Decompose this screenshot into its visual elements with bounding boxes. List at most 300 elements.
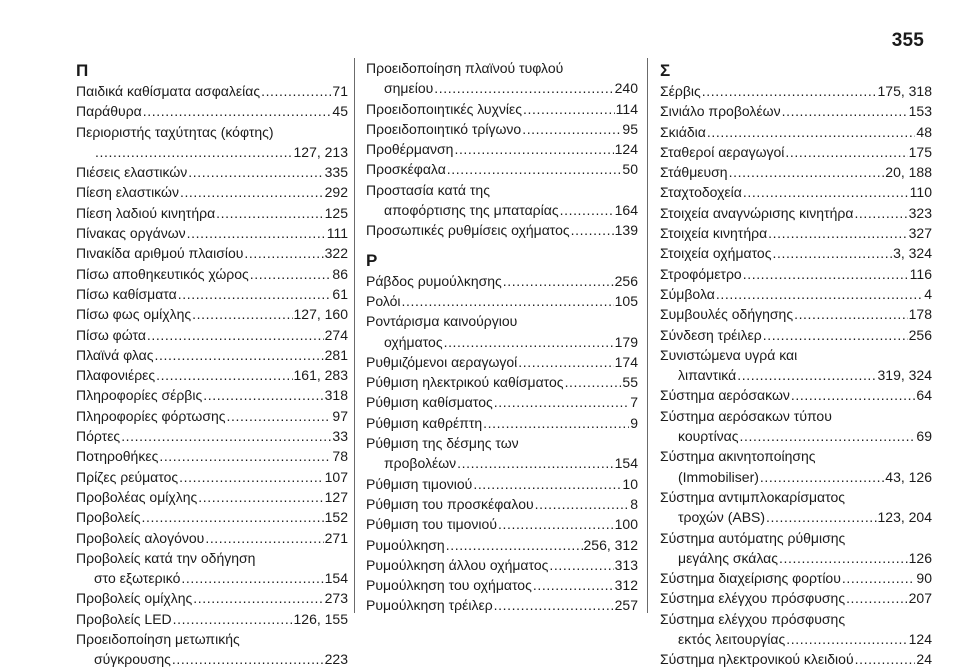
- index-term: Στροφόμετρο: [660, 265, 742, 282]
- dot-leader: [523, 99, 615, 119]
- dot-leader: [785, 142, 907, 162]
- index-term: Πίνακας οργάνων: [76, 225, 186, 242]
- index-term: Ρύθμιση τιμονιού: [366, 475, 473, 492]
- page-reference: 43, 126: [885, 468, 932, 485]
- dot-leader: [434, 78, 613, 98]
- index-term: Σύνδεση τρέιλερ: [660, 326, 762, 343]
- index-entry: [76, 162, 348, 182]
- section-gap: [366, 241, 638, 248]
- dot-leader: [454, 139, 613, 159]
- index-term: Σύστημα ελέγχου πρόσφυσης: [660, 590, 846, 607]
- index-entry: [660, 304, 932, 324]
- page-reference: 312: [614, 577, 638, 594]
- page-reference: 281: [324, 346, 348, 363]
- index-entry: [366, 119, 638, 139]
- page-reference: 48: [916, 123, 932, 140]
- page-reference: 164: [614, 202, 638, 219]
- index-term: Προθέρμανση: [366, 141, 454, 158]
- index-entry: [660, 223, 932, 243]
- dot-leader: [737, 365, 876, 385]
- index-entry: [76, 264, 348, 284]
- page-number: 355: [891, 30, 924, 51]
- page-reference: 61: [332, 285, 348, 302]
- index-term: Πλαϊνά φλας: [76, 346, 154, 363]
- page-reference: 86: [332, 265, 348, 282]
- page-reference: 45: [332, 103, 348, 120]
- index-term: Ρολόι: [366, 292, 401, 309]
- dot-leader: [159, 446, 331, 466]
- dot-leader: [716, 284, 923, 304]
- dot-leader: [855, 649, 916, 669]
- index-term: Πίσω φως ομίχλης: [76, 306, 192, 323]
- page-reference: 154: [324, 570, 348, 587]
- dot-leader: [143, 101, 332, 121]
- index-term: Προσκέφαλα: [366, 161, 446, 178]
- index-entry: [76, 101, 348, 121]
- index-entry: [366, 220, 638, 240]
- index-entry: [366, 392, 638, 412]
- page-reference: 124: [614, 141, 638, 158]
- index-entry: [76, 345, 348, 365]
- index-entry: [660, 284, 932, 304]
- index-term: Ράβδος ρυμούλκησης: [366, 272, 502, 289]
- dot-leader: [498, 514, 614, 534]
- page-reference: 124: [908, 631, 932, 648]
- dot-leader: [172, 649, 324, 669]
- dot-leader: [791, 385, 916, 405]
- index-term: Πρίζες ρεύματος: [76, 468, 179, 485]
- page-reference: 174: [614, 353, 638, 370]
- index-term: Πινακίδα αριθμού πλαισίου: [76, 245, 244, 262]
- dot-leader: [473, 474, 621, 494]
- index-entry: [660, 649, 932, 669]
- index-term: Πίεση ελαστικών: [76, 184, 179, 201]
- index-term: Προσωπικές ρυθμίσεις οχήματος: [366, 222, 570, 239]
- dot-leader: [188, 162, 323, 182]
- page-reference: 318: [324, 387, 348, 404]
- column-divider: [354, 58, 355, 613]
- page-reference: 207: [908, 590, 932, 607]
- page-reference: 20, 188: [885, 164, 932, 181]
- index-entry: [366, 514, 638, 534]
- dot-leader: [483, 413, 629, 433]
- dot-leader: [571, 220, 614, 240]
- index-term-continuation: μεγάλης σκάλας: [678, 549, 779, 566]
- page-reference: 292: [324, 184, 348, 201]
- page-reference: 175: [908, 143, 932, 160]
- index-columns: [0, 58, 960, 668]
- page-reference: 107: [324, 468, 348, 485]
- page-reference: 24: [916, 651, 932, 668]
- index-term: Ρύθμιση καθρέπτη: [366, 414, 483, 431]
- page-reference: 123, 204: [877, 509, 932, 526]
- dot-leader: [179, 467, 324, 487]
- page-reference: 256, 312: [583, 536, 638, 553]
- page-reference: 116: [909, 265, 932, 282]
- index-term: Σταθεροί αεραγωγοί: [660, 143, 785, 160]
- dot-leader: [743, 264, 909, 284]
- index-term: Παράθυρα: [76, 103, 142, 120]
- page-reference: 179: [614, 333, 638, 350]
- index-term: Πλαφονιέρες: [76, 367, 156, 384]
- page-reference: 223: [324, 651, 348, 668]
- index-term: Σύστημα αντιμπλοκαρίσματος: [660, 488, 846, 505]
- page-reference: 3, 324: [893, 245, 932, 262]
- index-entry: [76, 406, 348, 426]
- index-term: Συμβουλές οδήγησης: [660, 306, 794, 323]
- index-term: Πίσω αποθηκευτικός χώρος: [76, 265, 249, 282]
- index-entry: [660, 142, 932, 162]
- index-term: Στάθμευση: [660, 164, 728, 181]
- index-term: Προειδοποίηση μετωπικής: [76, 631, 240, 648]
- dot-leader: [181, 568, 323, 588]
- index-entry: [660, 385, 932, 405]
- index-term-continuation: αποφόρτισης της μπαταρίας: [384, 202, 559, 219]
- page-reference: 175, 318: [877, 83, 932, 99]
- index-entry: [660, 243, 932, 263]
- index-term: Ρύθμιση καθίσματος: [366, 394, 493, 411]
- page-reference: 161, 283: [293, 367, 348, 384]
- dot-leader: [261, 81, 331, 101]
- page-reference: 105: [614, 292, 638, 309]
- index-entry: [76, 365, 348, 385]
- index-entry: [366, 494, 638, 514]
- page-reference: 273: [324, 590, 348, 607]
- dot-leader: [503, 271, 614, 291]
- index-term: Συνιστώμενα υγρά και: [660, 346, 798, 363]
- index-column-1: [76, 58, 348, 670]
- index-entry: [660, 182, 932, 202]
- index-entry: [76, 629, 348, 670]
- page-reference: 100: [614, 516, 638, 533]
- page-reference: 114: [615, 100, 638, 117]
- index-entry: [366, 180, 638, 221]
- dot-leader: [763, 325, 908, 345]
- page-reference: 64: [916, 387, 932, 404]
- index-term: Ρυμούλκηση τρέιλερ: [366, 597, 493, 614]
- page-reference: 9: [630, 414, 638, 431]
- index-entry: [660, 487, 932, 528]
- index-term: Προβολέας ομίχλης: [76, 488, 198, 505]
- index-entry: [76, 122, 348, 163]
- index-entry: [366, 99, 638, 119]
- index-entry: [366, 311, 638, 352]
- page-reference: 313: [614, 556, 638, 573]
- index-entry: [660, 588, 932, 608]
- dot-leader: [457, 453, 613, 473]
- index-entry: [76, 325, 348, 345]
- dot-leader: [250, 264, 332, 284]
- index-term: Σύστημα αερόσακων: [660, 387, 790, 404]
- index-entry: [366, 271, 638, 291]
- dot-leader: [142, 507, 324, 527]
- page-reference: 319, 324: [877, 367, 932, 384]
- index-term: Σύστημα ακινητοποίησης: [660, 448, 816, 465]
- index-term: Σταχτοδοχεία: [660, 184, 742, 201]
- dot-leader: [192, 304, 292, 324]
- dot-leader: [180, 182, 324, 202]
- page-reference: 257: [614, 597, 638, 614]
- dot-leader: [494, 595, 614, 615]
- dot-leader: [227, 406, 332, 426]
- page-reference: 126: [908, 549, 932, 566]
- index-entry: [76, 182, 348, 202]
- index-entry: [76, 203, 348, 223]
- index-entry: [366, 139, 638, 159]
- index-term: Στοιχεία αναγνώρισης κινητήρα: [660, 204, 854, 221]
- index-entry: [76, 385, 348, 405]
- index-term: Σύστημα ελέγχου πρόσφυσης: [660, 610, 846, 627]
- page-reference: 8: [630, 495, 638, 512]
- page-reference: 274: [324, 326, 348, 343]
- index-term: Πίεση λαδιού κινητήρα: [76, 204, 216, 221]
- index-entry: [366, 159, 638, 179]
- page-reference: 322: [324, 245, 348, 262]
- dot-leader: [560, 200, 614, 220]
- page-reference: 10: [622, 475, 638, 492]
- index-term: Ρύθμιση του τιμονιού: [366, 516, 497, 533]
- index-entry: [76, 548, 348, 589]
- index-term-continuation: σημείου: [384, 80, 434, 97]
- index-entry: [366, 433, 638, 474]
- page-reference: 256: [908, 326, 932, 343]
- index-term-continuation: λιπαντικά: [678, 367, 737, 384]
- page-reference: 55: [622, 374, 638, 391]
- page-reference: 127, 160: [293, 306, 348, 323]
- index-term: Ρυθμιζόμενοι αεραγωγοί: [366, 353, 518, 370]
- dot-leader: [702, 81, 877, 101]
- page-reference: 240: [614, 80, 638, 97]
- index-term: Στοιχεία οχήματος: [660, 245, 772, 262]
- dot-leader: [846, 588, 908, 608]
- page-reference: 323: [908, 204, 932, 221]
- dot-leader: [760, 467, 884, 487]
- index-entry: [366, 535, 638, 555]
- dot-leader: [402, 291, 614, 311]
- index-entry: [366, 352, 638, 372]
- index-entry: [76, 304, 348, 324]
- index-entry: [366, 413, 638, 433]
- column-divider: [647, 58, 648, 613]
- index-term: Προβολείς: [76, 509, 141, 526]
- dot-leader: [447, 159, 622, 179]
- dot-leader: [740, 426, 916, 446]
- index-entry: [76, 284, 348, 304]
- dot-leader: [244, 243, 323, 263]
- page-reference: 327: [908, 225, 932, 242]
- index-entry: [660, 325, 932, 345]
- index-entry: [660, 122, 932, 142]
- dot-leader: [173, 609, 293, 629]
- index-term: Στοιχεία κινητήρα: [660, 225, 768, 242]
- dot-leader: [444, 332, 614, 352]
- dot-leader: [549, 555, 613, 575]
- index-entry: [660, 406, 932, 447]
- dot-leader: [203, 385, 323, 405]
- dot-leader: [729, 162, 885, 182]
- page-reference: 152: [324, 509, 348, 526]
- index-term-continuation: (Immobiliser): [678, 468, 759, 485]
- page-reference: 110: [909, 184, 932, 201]
- page-reference: 78: [332, 448, 348, 465]
- dot-leader: [743, 182, 909, 202]
- index-term: Πληροφορίες σέρβις: [76, 387, 203, 404]
- section-letter-heading: Π: [76, 61, 89, 80]
- index-term: Πίσω φώτα: [76, 326, 146, 343]
- dot-leader: [535, 494, 630, 514]
- index-term: Παιδικά καθίσματα ασφαλείας: [76, 83, 261, 99]
- page-reference: 97: [332, 407, 348, 424]
- index-entry: [660, 162, 932, 182]
- dot-leader: [772, 243, 892, 263]
- dot-leader: [565, 372, 622, 392]
- index-entry: [660, 203, 932, 223]
- page-reference: 33: [332, 428, 348, 445]
- index-term: Ρυμούλκηση του οχήματος: [366, 577, 532, 594]
- section-letter-heading: Ρ: [366, 250, 378, 270]
- page-reference: 125: [324, 204, 348, 221]
- dot-leader: [156, 365, 292, 385]
- page-reference: 69: [916, 428, 932, 445]
- index-term: Ροντάρισμα καινούργιου: [366, 313, 518, 330]
- dot-leader: [198, 487, 323, 507]
- dot-leader: [494, 392, 629, 412]
- dot-leader: [518, 352, 613, 372]
- index-entry: [366, 58, 638, 99]
- index-entry: [76, 588, 348, 608]
- dot-leader: [766, 507, 876, 527]
- index-entry: [76, 487, 348, 507]
- index-entry: [366, 575, 638, 595]
- dot-leader: [768, 223, 907, 243]
- index-term-continuation: οχήματος: [384, 333, 443, 350]
- page-reference: 335: [324, 164, 348, 181]
- index-term: Ρυμούλκηση άλλου οχήματος: [366, 556, 549, 573]
- index-term: Σέρβις: [660, 83, 701, 99]
- dot-leader: [121, 426, 331, 446]
- dot-leader: [446, 535, 583, 555]
- index-term-continuation: σύγκρουσης: [94, 651, 171, 668]
- index-entry: [76, 223, 348, 243]
- index-entry: [366, 595, 638, 615]
- dot-leader: [522, 119, 621, 139]
- index-entry: [76, 426, 348, 446]
- index-column-2: [366, 58, 638, 616]
- index-term: Προειδοποιητικό τρίγωνο: [366, 120, 522, 137]
- index-entry: [366, 291, 638, 311]
- index-term: Προειδοποιητικές λυχνίες: [366, 100, 523, 117]
- index-term: Ρύθμιση της δέσμης των: [366, 435, 519, 452]
- index-term: Πίσω καθίσματα: [76, 285, 177, 302]
- dot-leader: [854, 203, 907, 223]
- index-term: Σύστημα αυτόματης ρύθμισης: [660, 529, 846, 546]
- index-term-continuation: εκτός λειτουργίας: [678, 631, 786, 648]
- index-term: Ποτηροθήκες: [76, 448, 159, 465]
- page-reference: 127, 213: [293, 143, 348, 160]
- index-term-continuation: στο εξωτερικό: [94, 570, 181, 587]
- page-reference: 50: [622, 161, 638, 178]
- index-entry: [76, 528, 348, 548]
- index-term: Σινιάλο προβολέων: [660, 103, 781, 120]
- index-entry: [660, 264, 932, 284]
- index-term: Σύστημα ηλεκτρονικού κλειδιού: [660, 651, 854, 668]
- index-term: Σύστημα αερόσακων τύπου: [660, 407, 832, 424]
- page-reference: 153: [908, 103, 932, 120]
- dot-leader: [95, 142, 293, 162]
- index-entry: [76, 81, 348, 101]
- index-term-continuation: προβολέων: [384, 455, 457, 472]
- index-term: Πιέσεις ελαστικών: [76, 164, 188, 181]
- dot-leader: [187, 223, 326, 243]
- dot-leader: [155, 345, 324, 365]
- dot-leader: [533, 575, 614, 595]
- page-reference: 126, 155: [293, 610, 348, 627]
- index-term: Ρύθμιση ηλεκτρικού καθίσματος: [366, 374, 564, 391]
- index-term: Ρύθμιση του προσκέφαλου: [366, 495, 534, 512]
- page-reference: 90: [916, 570, 932, 587]
- page-reference: 178: [908, 306, 932, 323]
- index-term-continuation: κουρτίνας: [678, 428, 739, 445]
- index-entry: [660, 81, 932, 101]
- index-term: Σύμβολα: [660, 285, 715, 302]
- index-entry: [660, 568, 932, 588]
- dot-leader: [842, 568, 916, 588]
- index-term: Σκιάδια: [660, 123, 706, 140]
- page-reference: 4: [924, 285, 932, 302]
- index-entry: [366, 372, 638, 392]
- index-term: Προστασία κατά της: [366, 181, 490, 198]
- index-entry: [76, 467, 348, 487]
- index-term: Ρυμούλκηση: [366, 536, 445, 553]
- dot-leader: [178, 284, 332, 304]
- page-reference: 256: [614, 272, 638, 289]
- dot-leader: [707, 122, 916, 142]
- index-entry: [660, 528, 932, 569]
- index-term: Προειδοποίηση πλαϊνού τυφλού: [366, 60, 564, 76]
- index-term: Πληροφορίες φόρτωσης: [76, 407, 226, 424]
- dot-leader: [205, 528, 323, 548]
- index-term: Προβολείς αλογόνου: [76, 529, 205, 546]
- index-term: Πόρτες: [76, 428, 121, 445]
- page-reference: 71: [332, 83, 348, 99]
- index-entry: [660, 609, 932, 650]
- page-reference: 95: [622, 120, 638, 137]
- index-column-3: [660, 58, 932, 670]
- index-term: Σύστημα διαχείρισης φορτίου: [660, 570, 841, 587]
- section-letter-heading: Σ: [660, 61, 671, 80]
- index-term: Περιοριστής ταχύτητας (κόφτης): [76, 123, 274, 140]
- page-reference: 139: [614, 222, 638, 239]
- index-entry: [76, 609, 348, 629]
- index-term-continuation: τροχών (ABS): [678, 509, 766, 526]
- dot-leader: [216, 203, 323, 223]
- index-entry: [660, 345, 932, 386]
- dot-leader: [786, 629, 907, 649]
- page-reference: 154: [614, 455, 638, 472]
- index-entry: [366, 555, 638, 575]
- page-reference: 127: [324, 488, 348, 505]
- index-entry: [76, 243, 348, 263]
- dot-leader: [193, 588, 323, 608]
- page-reference: 111: [326, 225, 348, 242]
- index-entry: [76, 507, 348, 527]
- page-reference: 271: [324, 529, 348, 546]
- page-reference: 7: [630, 394, 638, 411]
- index-term: Προβολείς κατά την οδήγηση: [76, 549, 256, 566]
- dot-leader: [147, 325, 324, 345]
- index-entry: [660, 446, 932, 487]
- dot-leader: [794, 304, 908, 324]
